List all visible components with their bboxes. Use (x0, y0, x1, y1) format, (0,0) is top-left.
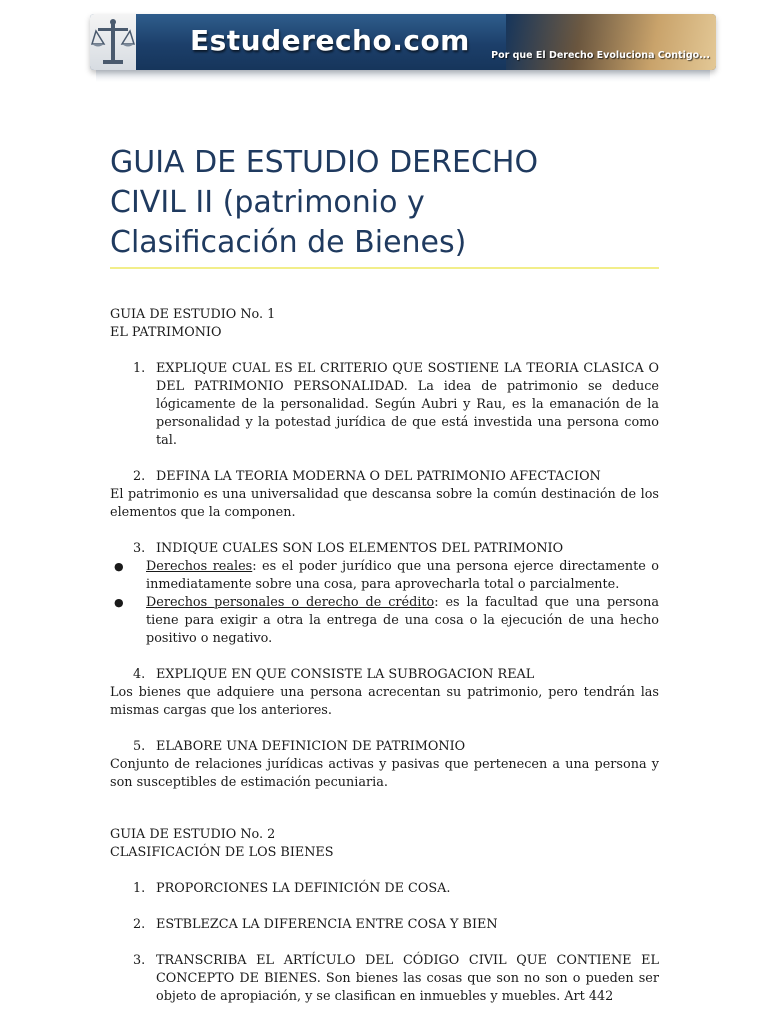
guide2-question-2 (110, 916, 659, 934)
site-banner[interactable] (90, 14, 716, 70)
question-number: 3. (133, 953, 146, 968)
question-text: ESTBLEZCA LA DIFERENCIA ENTRE COSA Y BIEN (156, 917, 498, 932)
document-body (110, 306, 659, 1006)
scales-of-justice-icon (90, 14, 136, 70)
banner-reflection (96, 70, 710, 82)
guide1-answer-4: Los bienes que adquiere una persona acrecentan su patrimonio, pero tendrán las mismas cargas que los anteriores. (110, 685, 659, 718)
guide2-question-1 (110, 880, 659, 898)
title-line-2: CIVIL II (patrimonio y (110, 185, 425, 220)
guide1-question-1 (110, 360, 659, 450)
question-text: TRANSCRIBA EL ARTÍCULO DEL CÓDIGO CIVIL QUE CONTIENE EL CONCEPTO DE BIENES. (156, 953, 659, 986)
list-item (110, 594, 659, 648)
bullet-icon: ● (114, 596, 124, 609)
site-slogan: Por que El Derecho Evoluciona Contigo... (491, 50, 710, 61)
bullet-text: : es el poder jurídico que una persona ejerce directamente o inmediatamente sobre una cosa, para aprovecharla total o parcialmente. (146, 559, 659, 592)
guide2-question-3 (110, 952, 659, 1006)
guide1-heading: GUIA DE ESTUDIO No. 1 (110, 307, 276, 322)
title-line-3: Clasificación de Bienes) (110, 225, 467, 260)
question-text: DEFINA LA TEORIA MODERNA O DEL PATRIMONIO AFECTACION (156, 469, 601, 484)
bullet-term: Derechos reales (146, 559, 253, 574)
document-title (110, 143, 660, 263)
question-number: 3. (133, 541, 146, 556)
question-number: 5. (133, 739, 146, 754)
answer-text: La idea de patrimonio se deduce lógicamente de la personalidad. Según Aubri y Rau, es la emanación de la personalidad y la potestad jurídica de que está investida una persona como tal. (156, 379, 659, 448)
title-line-1: GUIA DE ESTUDIO DERECHO (110, 145, 539, 180)
question-text: ELABORE UNA DEFINICION DE PATRIMONIO (156, 739, 466, 754)
guide1-question-2 (110, 468, 659, 486)
bullet-term: Derechos personales o derecho de crédito (146, 595, 435, 610)
guide1-subheading: EL PATRIMONIO (110, 325, 222, 340)
list-item (110, 558, 659, 594)
guide2-heading: GUIA DE ESTUDIO No. 2 (110, 827, 276, 842)
question-number: 2. (133, 469, 146, 484)
guide2-subheading: CLASIFICACIÓN DE LOS BIENES (110, 845, 334, 860)
question-text: EXPLIQUE EN QUE CONSISTE LA SUBROGACION REAL (156, 667, 535, 682)
banner-paper-image (506, 14, 716, 70)
bullet-text: : es la facultad que una persona tiene para exigir a otra la entrega de una cosa o la ejecución de una hecho positivo o negativo. (146, 595, 660, 646)
question-text: PROPORCIONES LA DEFINICIÓN DE COSA. (156, 881, 451, 896)
guide1-answer-2: El patrimonio es una universalidad que descansa sobre la común destinación de los elementos que la componen. (110, 487, 659, 520)
question-text: INDIQUE CUALES SON LOS ELEMENTOS DEL PATRIMONIO (156, 541, 564, 556)
question-text: EXPLIQUE CUAL ES EL CRITERIO QUE SOSTIENE LA TEORIA CLASICA O DEL PATRIMONIO PERSONALIDAD. (156, 361, 659, 394)
guide1-answer-5: Conjunto de relaciones jurídicas activas y pasivas que pertenecen a una persona y son susceptibles de estimación pecuniaria. (110, 757, 659, 790)
logo[interactable] (90, 14, 136, 70)
guide1-question-4 (110, 666, 659, 684)
bullet-icon: ● (114, 560, 124, 573)
title-divider (110, 267, 659, 269)
answer-text: Son bienes las cosas que son no son o pueden ser objeto de apropiación, y se clasifican en inmuebles y muebles. Art 442 (156, 971, 659, 1004)
question-number: 4. (133, 667, 146, 682)
question-number: 1. (133, 361, 146, 376)
question-number: 2. (133, 917, 146, 932)
guide1-question-5 (110, 738, 659, 756)
guide1-question-3 (110, 540, 659, 558)
site-name[interactable]: Estuderecho.com (190, 24, 470, 57)
question-number: 1. (133, 881, 146, 896)
